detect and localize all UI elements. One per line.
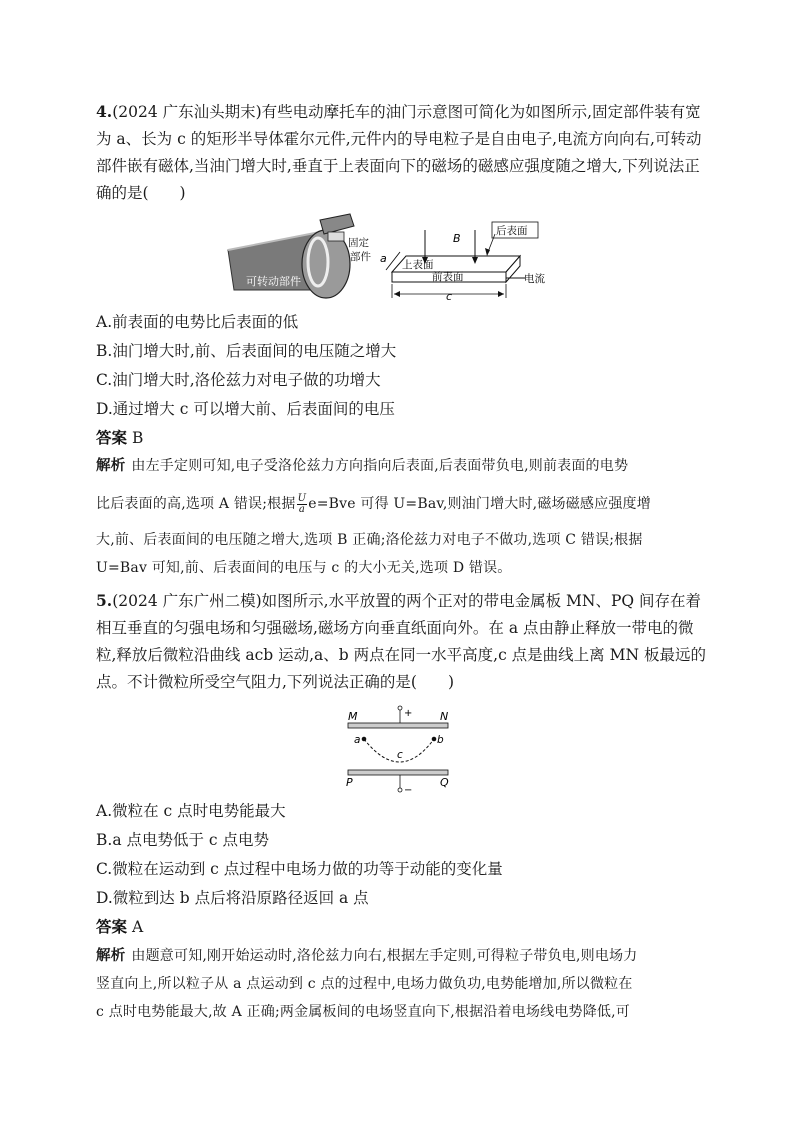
q4-option-b: B.油门增大时,前、后表面间的电压随之增大 [96, 342, 397, 360]
label-minus: − [404, 785, 413, 795]
label-N: N [440, 710, 449, 723]
q5-explanation-line-1: 由题意可知,刚开始运动时,洛伦兹力向右,根据左手定则,可得粒子带负电,则电场力 [131, 948, 638, 964]
q4-explanation-line-1: 由左手定则可知,电子受洛伦兹力方向指向后表面,后表面带负电,则前表面的电势 [131, 458, 629, 474]
plate-PQ [348, 770, 448, 775]
question-4-text: (2024 广东汕头期末)有些电动摩托车的油门示意图可简化为如图所示,固定部件装有宽为 a、长为 c 的矩形半导体霍尔元件,元件内的导电粒子是自由电子,电流方向向右,可转动部件嵌有磁体,当油门增大时,垂直于上表面向下的磁场的磁感应强度随之增大,下列说法正确的是( ) [96, 103, 702, 202]
q4-explanation-line-3: 大,前、后表面间的电压随之增大,选项 B 正确;洛伦兹力对电子不做功,选项 C 错误;根据 [96, 532, 643, 548]
label-fixed-part-2: 部件 [350, 251, 371, 263]
q4-explanation-label: 解析 [96, 458, 126, 474]
label-front-surface: 前表面 [432, 271, 464, 283]
label-a: a [380, 252, 387, 265]
q4-explanation-line-2b: e=Bve 可得 U=Bav,则油门增大时,磁场磁感应强度增 [308, 496, 651, 512]
question-4-number: 4. [96, 102, 113, 121]
label-current: 电流 [524, 273, 545, 285]
q5-answer-label: 答案 [96, 917, 128, 936]
q4-answer-value: B [131, 429, 144, 447]
q4-answer-label: 答案 [96, 428, 128, 447]
q5-option-b: B.a 点电势低于 c 点电势 [96, 831, 270, 849]
question-5-stem [96, 587, 706, 696]
question-5-text: (2024 广东广州二模)如图所示,水平放置的两个正对的带电金属板 MN、PQ 间存在着相互垂直的匀强电场和匀强磁场,磁场方向垂直纸面向外。在 a 点由静止释放一带电的微粒,释放后微粒沿曲线 acb 运动,a、b 两点在同一水平高度,c 点是曲线上离 MN 板最远的点。不计微粒所受空气阻力,下列说法正确的是( ) [96, 592, 706, 691]
throttle-hall-element-figure [220, 212, 560, 307]
label-c: c [446, 290, 453, 303]
label-back-surface: 后表面 [496, 225, 528, 237]
q5-answer-value: A [131, 918, 144, 936]
q4-option-c: C.油门增大时,洛伦兹力对电子做的功增大 [96, 371, 381, 389]
label-top-surface: 上表面 [402, 259, 434, 271]
charged-plates-figure [340, 703, 455, 795]
label-Q: Q [440, 776, 449, 789]
q5-explanation [96, 942, 710, 1026]
label-M: M [348, 710, 358, 723]
q4-explanation-line-4: U=Bav 可知,前、后表面间的电压与 c 的大小无关,选项 D 错误。 [96, 560, 512, 576]
hall-sensor-mount [328, 232, 344, 241]
label-B: B [453, 232, 461, 245]
q4-explanation-line-2a: 比后表面的高,选项 A 错误;根据 [96, 496, 296, 512]
q4-option-a: A.前表面的电势比后表面的低 [96, 313, 299, 331]
q5-answer [96, 914, 143, 940]
q5-explanation-line-2: 竖直向上,所以粒子从 a 点运动到 c 点的过程中,电场力做负功,电势能增加,所以微粒在 [96, 976, 633, 992]
fraction-u-over-a: $\frac{U}{a}$ [297, 492, 307, 515]
label-b: b [437, 734, 444, 746]
fixed-part-bar [320, 214, 354, 234]
label-fixed-part-1: 固定 [348, 237, 369, 249]
point-a [362, 737, 367, 742]
label-a: a [354, 734, 361, 746]
plate-MN [348, 723, 448, 728]
label-c: c [397, 749, 403, 761]
label-P: P [346, 776, 353, 789]
point-b [432, 737, 437, 742]
q5-option-c: C.微粒在运动到 c 点过程中电场力做的功等于动能的变化量 [96, 860, 503, 878]
q5-explanation-label: 解析 [96, 948, 126, 964]
question-5-number: 5. [96, 591, 113, 610]
label-rotating-part: 可转动部件 [246, 275, 301, 288]
q4-explanation [96, 452, 710, 582]
question-4-stem [96, 98, 706, 207]
label-plus: + [404, 708, 413, 719]
q5-option-a: A.微粒在 c 点时电势能最大 [96, 802, 286, 820]
q4-option-d: D.通过增大 c 可以增大前、后表面间的电压 [96, 400, 395, 418]
q4-answer [96, 425, 143, 451]
q5-explanation-line-3: c 点时电势能最大,故 A 正确;两金属板间的电场竖直向下,根据沿着电场线电势降低,可 [96, 1004, 630, 1020]
q5-option-d: D.微粒到达 b 点后将沿原路径返回 a 点 [96, 889, 369, 907]
